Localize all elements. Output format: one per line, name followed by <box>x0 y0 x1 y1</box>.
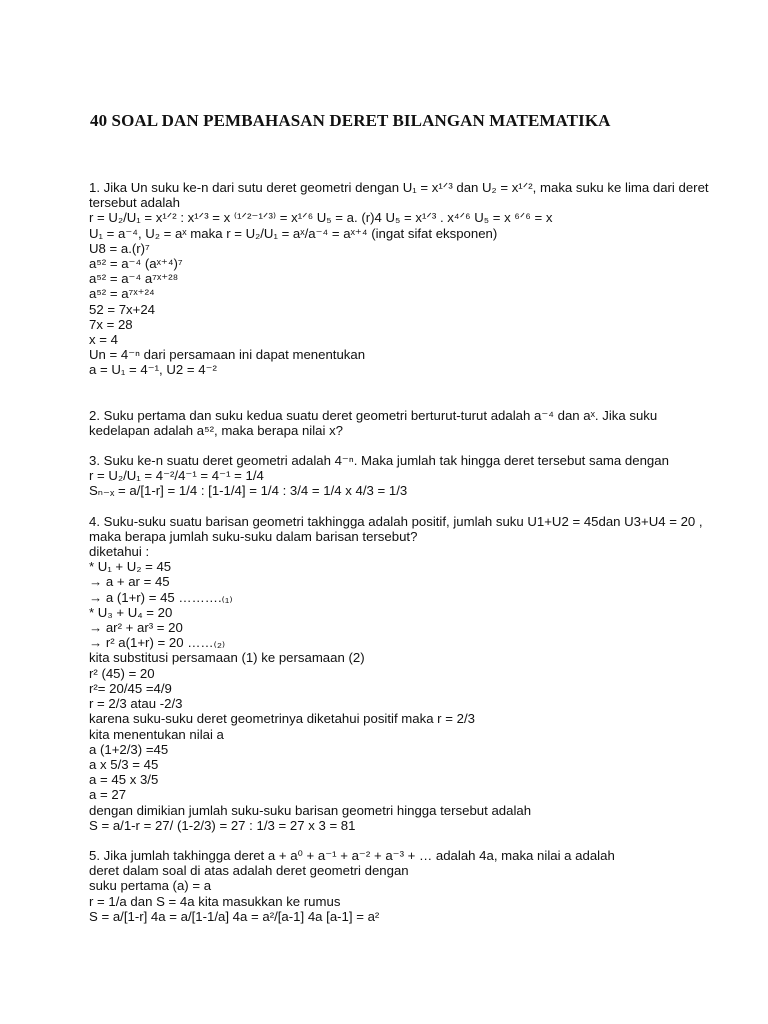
text-line: a = 27 <box>89 787 127 803</box>
paragraph-spacer <box>89 499 689 514</box>
text-line: → r² a(1+r) = 20 ……₍₂₎ <box>89 635 226 651</box>
problem-1 <box>89 180 709 378</box>
text-line: a x 5/3 = 45 <box>89 756 159 772</box>
text-line: → ar² + ar³ = 20 <box>89 620 183 636</box>
text-line: 1. Jika Un suku ke-n dari sutu deret geometri dengan U₁ = x¹ᐟ³ dan U₂ = x¹ᐟ², maka suku ke lima dari deret <box>89 180 709 195</box>
paragraph-spacer <box>89 833 689 848</box>
text-line: S = a/[1-r] 4a = a/[1-1/a] 4a = a²/[a-1] 4a [a-1] = a² <box>89 908 380 924</box>
text-line: → a + ar = 45 <box>89 574 170 590</box>
text-line: r²= 20/45 =4/9 <box>89 680 172 696</box>
text-line: U₁ = a⁻⁴, U₂ = aˣ maka r = U₂/U₁ = aˣ/a⁻⁴ = aˣ⁺⁴ (ingat sifat eksponen) <box>89 225 498 241</box>
text-line: x = 4 <box>89 332 118 348</box>
problem-2 <box>89 408 689 438</box>
text-line: 2. Suku pertama dan suku kedua suatu deret geometri berturut-turut adalah a⁻⁴ dan aˣ. Jika suku <box>89 407 658 423</box>
text-line: maka berapa jumlah suku-suku dalam barisan tersebut? <box>89 528 418 544</box>
text-line: 5. Jika jumlah takhingga deret a + a⁰ + a⁻¹ + a⁻² + a⁻³ + … adalah 4a, maka nilai a adalah <box>89 847 615 863</box>
document-title: 40 SOAL DAN PEMBAHASAN DERET BILANGAN MATEMATIKA <box>90 111 611 130</box>
text-line: a (1+2/3) =45 <box>89 741 169 757</box>
problem-5 <box>89 848 689 924</box>
text-line: → a (1+r) = 45 ……….₍₁₎ <box>89 589 233 605</box>
text-line: kita substitusi persamaan (1) ke persamaan (2) <box>89 650 365 666</box>
text-line: karena suku-suku deret geometrinya diketahui positif maka r = 2/3 <box>89 711 475 727</box>
text-line: * U₃ + U₄ = 20 <box>89 604 173 620</box>
text-line: kedelapan adalah a⁵², maka berapa nilai x? <box>89 422 344 438</box>
text-line: r = U₂/U₁ = x¹ᐟ² : x¹ᐟ³ = x ⁽¹ᐟ²⁻¹ᐟ³⁾ = x¹ᐟ⁶ U₅ = a. (r)4 U₅ = x¹ᐟ³ . x⁴ᐟ⁶ U₅ = x ⁶ᐟ⁶ = x <box>89 210 553 226</box>
problem-3 <box>89 453 689 499</box>
paragraph-spacer <box>89 378 689 408</box>
text-line: deret dalam soal di atas adalah deret geometri dengan <box>89 863 409 879</box>
text-line: 3. Suku ke-n suatu deret geometri adalah 4⁻ⁿ. Maka jumlah tak hingga deret tersebut sama dengan <box>89 453 669 469</box>
text-line: 4. Suku-suku suatu barisan geometri takhingga adalah positif, jumlah suku U1+U2 = 45dan U3+U4 = 20 , <box>89 513 703 529</box>
text-line: Sₙ₋ₓ = a/[1-r] = 1/4 : [1-1/4] = 1/4 : 3/4 = 1/4 x 4/3 = 1/3 <box>89 483 408 499</box>
text-line: r = 1/a dan S = 4a kita masukkan ke rumus <box>89 893 341 909</box>
text-line: suku pertama (a) = a <box>89 878 212 894</box>
problem-4 <box>89 513 703 833</box>
text-line: Un = 4⁻ⁿ dari persamaan ini dapat menentukan <box>89 347 366 363</box>
text-line: r = 2/3 atau -2/3 <box>89 696 183 712</box>
text-line: 7x = 28 <box>89 316 133 332</box>
text-line: a = 45 x 3/5 <box>89 772 159 788</box>
text-line: 52 = 7x+24 <box>89 301 155 317</box>
text-line: a⁵² = a⁻⁴ (aˣ⁺⁴)⁷ <box>89 256 183 272</box>
text-line: kita menentukan nilai a <box>89 726 224 742</box>
document-body <box>89 180 709 924</box>
text-line: U8 = a.(r)⁷ <box>89 240 150 256</box>
text-line: r = U₂/U₁ = 4⁻²/4⁻¹ = 4⁻¹ = 1/4 <box>89 468 264 484</box>
text-line: tersebut adalah <box>89 195 180 211</box>
text-line: a = U₁ = 4⁻¹, U2 = 4⁻² <box>89 362 217 378</box>
text-line: r² (45) = 20 <box>89 665 155 681</box>
text-line: diketahui : <box>89 544 150 560</box>
paragraph-spacer <box>89 438 689 453</box>
text-line: dengan dimikian jumlah suku-suku barisan geometri hingga tersebut adalah <box>89 802 532 818</box>
text-line: S = a/1-r = 27/ (1-2/3) = 27 : 1/3 = 27 x 3 = 81 <box>89 817 356 833</box>
text-line: a⁵² = a⁻⁴ a⁷ˣ⁺²⁸ <box>89 271 179 287</box>
text-line: a⁵² = a⁷ˣ⁺²⁴ <box>89 286 155 302</box>
text-line: * U₁ + U₂ = 45 <box>89 559 172 575</box>
